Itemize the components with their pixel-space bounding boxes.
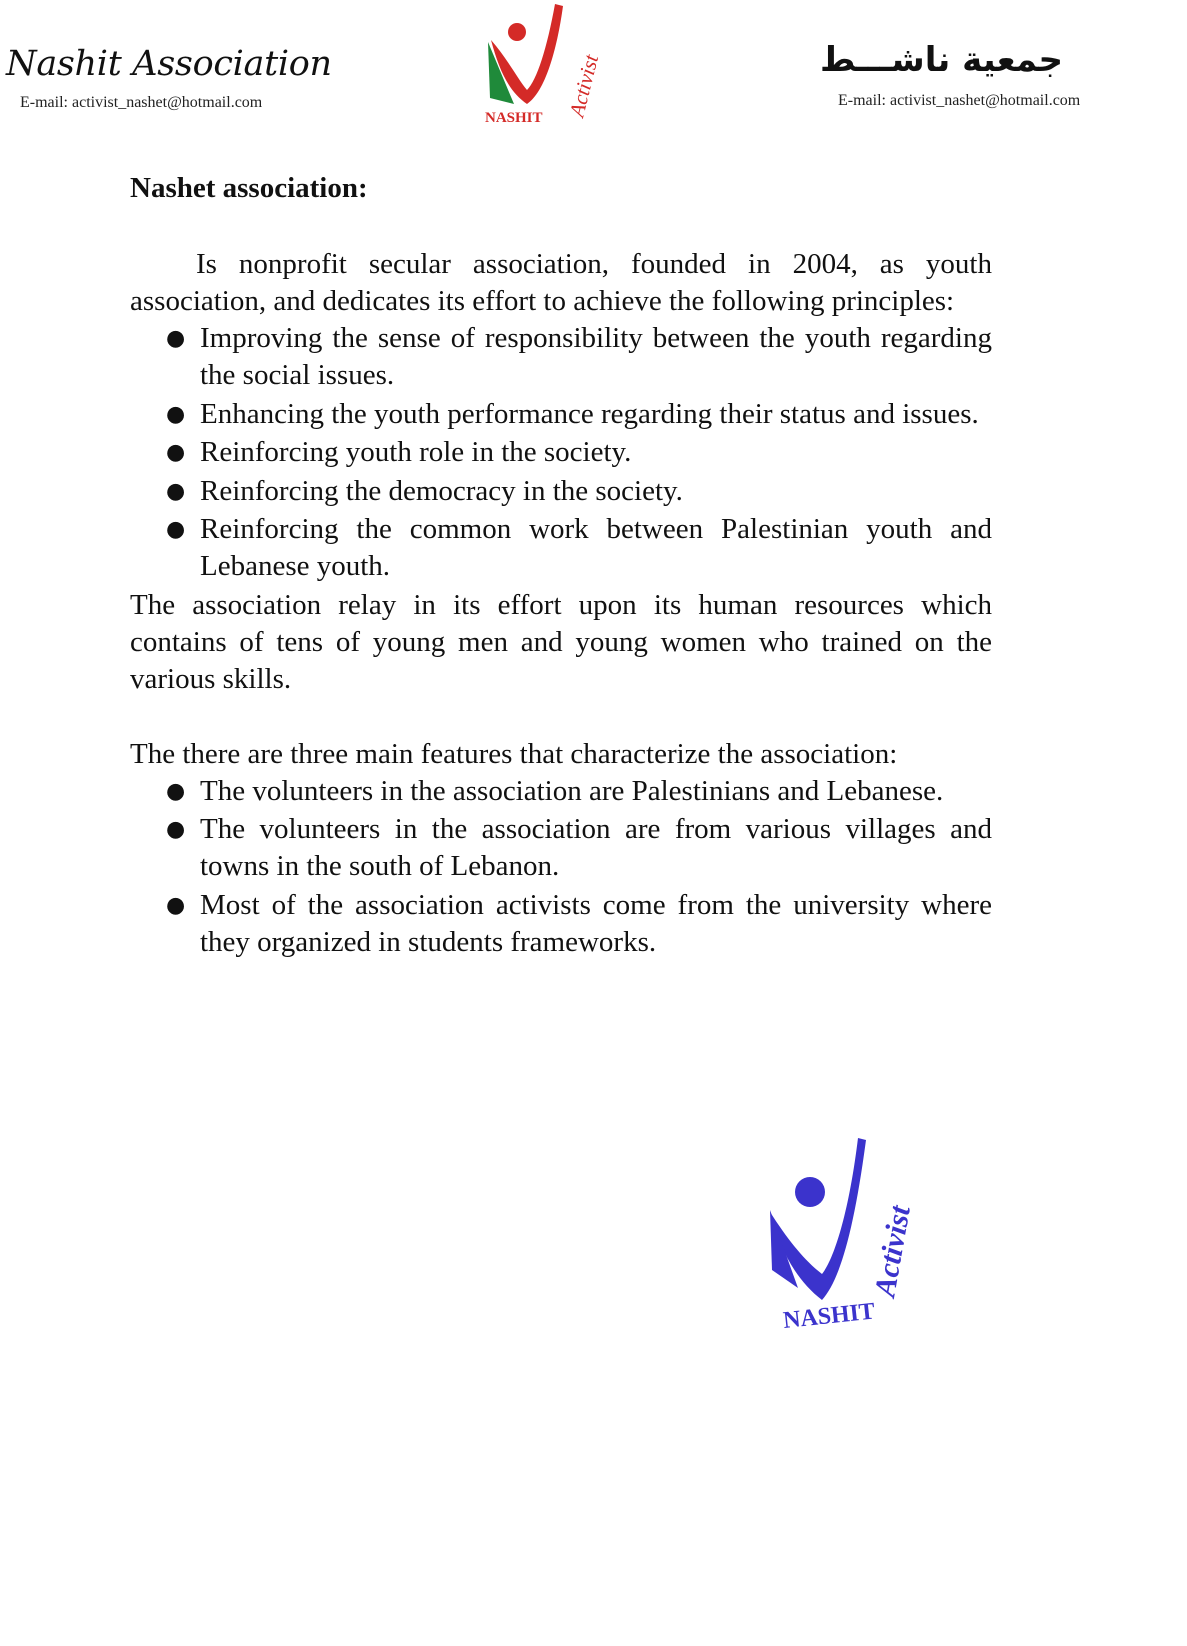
list-item: ● Most of the association activists come from the university where they organized in students frameworks. [166, 888, 992, 958]
nashit-logo [485, 0, 615, 130]
bullet-icon: ● [166, 892, 186, 918]
logo-red-dot [508, 23, 526, 41]
stamp-activist-text: Activist [868, 1203, 917, 1300]
bullet-icon: ● [166, 817, 186, 842]
features-intro: The there are three main features that characterize the association: [130, 737, 898, 770]
list-item: ● The volunteers in the association are Palestinians and Lebanese. [200, 773, 992, 810]
stamp-nashit-text: NASHIT [781, 1298, 877, 1334]
list-item: ● Reinforcing youth role in the society. [200, 434, 992, 471]
list-item: ● Reinforcing the common work between Palestinian youth and Lebanese youth. [166, 513, 992, 582]
logo-nashit-text: NASHIT [485, 110, 543, 126]
association-name-en: Nashit Association [6, 44, 332, 84]
list-item: ● Enhancing the youth performance regarding their status and issues. [200, 396, 992, 433]
features-list [130, 773, 992, 961]
resources-paragraph: The association relay in its effort upon its human resources which contains of tens of young men and young women who trained on the various skills. [130, 588, 992, 695]
logo-activist-text: Activist [564, 52, 604, 120]
document-heading: Nashet association: [130, 172, 368, 204]
bullet-icon: ● [166, 478, 186, 504]
bullet-icon: ● [166, 326, 186, 351]
stamp-dot [795, 1177, 825, 1207]
principles-list [130, 320, 992, 585]
bullet-icon: ● [166, 401, 186, 427]
nashit-stamp [770, 1150, 960, 1360]
email-right: E-mail: activist_nashet@hotmail.com [838, 92, 1081, 109]
bullet-icon: ● [166, 440, 186, 465]
list-item: ● The volunteers in the association are from various villages and towns in the south of Lebanon. [166, 813, 992, 882]
list-item: ● Reinforcing the democracy in the society. [200, 473, 992, 510]
list-item: ● Improving the sense of responsibility between the youth regarding the social issues. [166, 322, 992, 391]
email-left: E-mail: activist_nashet@hotmail.com [20, 94, 263, 111]
association-name-ar: جمعية ناشـــط [820, 40, 1064, 80]
document-body [130, 170, 992, 962]
intro-paragraph: Is nonprofit secular association, founded in 2004, as youth association, and dedicates its effort to achieve the following principles: [130, 248, 992, 317]
bullet-icon: ● [166, 517, 186, 542]
bullet-icon: ● [166, 778, 186, 804]
